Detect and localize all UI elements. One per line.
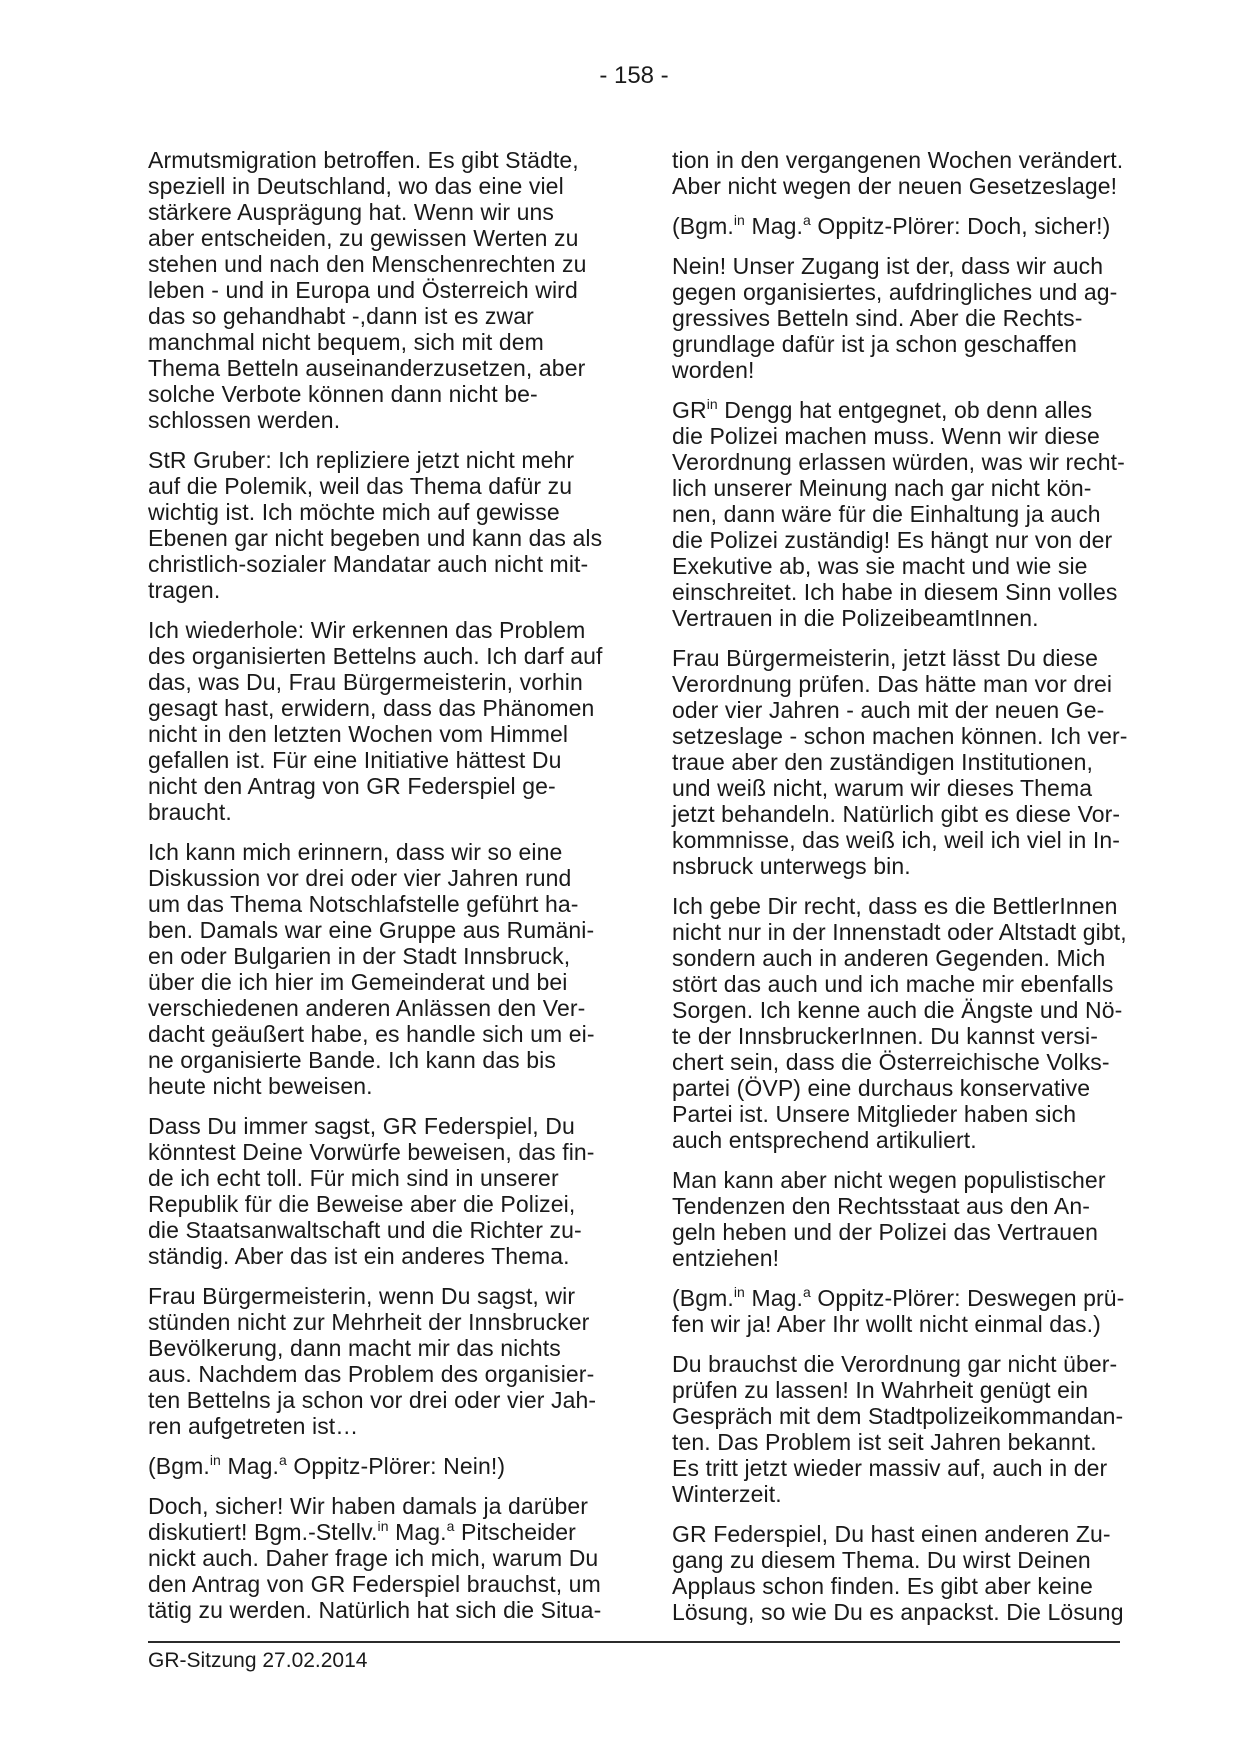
- text-columns: [148, 147, 1128, 1639]
- page-number: - 158 -: [599, 62, 669, 89]
- superscript: in: [377, 1518, 389, 1534]
- paragraph: Ich gebe Dir recht, dass es die BettlerInnen nicht nur in der Innenstadt oder Altstadt gibt, sondern auch in anderen Gegenden. Mich stört das auch und ich mache mir ebenfalls Sorgen. Ich kenne auch die Ängste und Nö- te der InnsbruckerInnen. Du kannst versi- chert sein, dass die Österreichische Volks- partei (ÖVP) eine durchaus konservative Partei ist. Unsere Mitglieder haben sich auch entsprechend artikuliert.: [672, 893, 1127, 1153]
- superscript: in: [706, 396, 718, 412]
- paragraph: Frau Bürgermeisterin, wenn Du sagst, wir stünden nicht zur Mehrheit der Innsbrucker Bevölkerung, dann macht mir das nichts aus. Nachdem das Problem des organisier- ten Bettelns ja schon vor drei oder vier Jah- ren aufgetreten ist…: [148, 1283, 597, 1439]
- superscript: a: [802, 212, 811, 228]
- superscript: a: [446, 1518, 455, 1534]
- page-footer: [148, 1641, 1120, 1673]
- paragraph: (Bgm.$^{in}$ Mag.$^a$ Oppitz-Plörer: Nein!): [148, 1452, 506, 1479]
- paragraph: (Bgm.$^{in}$ Mag.$^a$ Oppitz-Plörer: Deswegen prü- fen wir ja! Aber Ihr wollt nicht einmal das.): [672, 1284, 1125, 1337]
- paragraph: StR Gruber: Ich repliziere jetzt nicht mehr auf die Polemik, weil das Thema dafür zu wichtig ist. Ich möchte mich auf gewisse Ebenen gar nicht begeben und kann das als christlich-sozialer Mandatar auch nicht mit- tragen.: [148, 447, 603, 603]
- paragraph: Ich kann mich erinnern, dass wir so eine Diskussion vor drei oder vier Jahren rund um das Thema Notschlafstelle geführt ha- ben. Damals war eine Gruppe aus Rumäni- en oder Bulgarien in der Stadt Innsbruck, über die ich hier im Gemeinderat und bei verschiedenen anderen Anlässen den Ver- dacht geäußert habe, es handle sich um ei- ne organisierte Bande. Ich kann das bis heute nicht beweisen.: [148, 839, 595, 1099]
- paragraph: Man kann aber nicht wegen populistischer Tendenzen den Rechtsstaat aus den An- geln heben und der Polizei das Vertrauen entziehen!: [672, 1167, 1106, 1271]
- superscript: in: [733, 212, 745, 228]
- superscript: in: [733, 1284, 745, 1300]
- superscript: a: [802, 1284, 811, 1300]
- paragraph: Dass Du immer sagst, GR Federspiel, Du könntest Deine Vorwürfe beweisen, das fin- de ich echt toll. Für mich sind in unserer Republik für die Beweise aber die Polizei, die Staatsanwaltschaft und die Richter zu- ständig. Aber das ist ein anderes Thema.: [148, 1113, 595, 1269]
- paragraph: $GR^{in}$ Dengg hat entgegnet, ob denn alles die Polizei machen muss. Wenn wir diese Verordnung erlassen würden, was wir recht- lich unserer Meinung nach gar nicht kön- nen, dann wäre für die Einhaltung ja auch die Polizei zuständig! Es hängt nur von der Exekutive ab, was sie macht und wie sie einschreitet. Ich habe in diesem Sinn volles Vertrauen in die PolizeibeamtInnen.: [672, 396, 1125, 631]
- paragraph: Armutsmigration betroffen. Es gibt Städte, speziell in Deutschland, wo das eine viel stärkere Ausprägung hat. Wenn wir uns aber entscheiden, zu gewissen Werten zu stehen und nach den Menschenrechten zu leben - und in Europa und Österreich wird das so gehandhabt -,dann ist es zwar manchmal nicht bequem, sich mit dem Thema Betteln auseinanderzusetzen, aber solche Verbote können dann nicht be- schlossen werden.: [148, 147, 587, 433]
- footer-text: GR-Sitzung 27.02.2014: [148, 1649, 368, 1672]
- paragraph: tion in den vergangenen Wochen verändert. Aber nicht wegen der neuen Gesetzeslage!: [672, 147, 1124, 199]
- right-column: [672, 147, 1128, 1639]
- left-column: [148, 147, 603, 1639]
- paragraph: Du brauchst die Verordnung gar nicht über- prüfen zu lassen! In Wahrheit genügt ein Gespräch mit dem Stadtpolizeikommandan- ten. Das Problem ist seit Jahren bekannt. Es tritt jetzt wieder massiv auf, auch in der Winterzeit.: [672, 1351, 1124, 1507]
- paragraph: (Bgm.$^{in}$ Mag.$^a$ Oppitz-Plörer: Doch, sicher!): [672, 212, 1111, 239]
- paragraph: Frau Bürgermeisterin, jetzt lässt Du diese Verordnung prüfen. Das hätte man vor drei oder vier Jahren - auch mit der neuen Ge- setzeslage - schon machen können. Ich ver- traue aber den zuständigen Institutionen, und weiß nicht, warum wir dieses Thema jetzt behandeln. Natürlich gibt es diese Vor- kommnisse, das weiß ich, weil ich viel in In- nsbruck unterwegs bin.: [672, 645, 1128, 879]
- paragraph: Ich wiederhole: Wir erkennen das Problem des organisierten Bettelns auch. Ich darf auf das, was Du, Frau Bürgermeisterin, vorhin gesagt hast, erwidern, dass das Phänomen nicht in den letzten Wochen vom Himmel gefallen ist. Für eine Initiative hättest Du nicht den Antrag von GR Federspiel ge- braucht.: [148, 617, 603, 825]
- superscript: a: [278, 1452, 287, 1468]
- superscript: in: [209, 1452, 221, 1468]
- paragraph: Nein! Unser Zugang ist der, dass wir auch gegen organisiertes, aufdringliches und ag- gressives Betteln sind. Aber die Rechts- grundlage dafür ist ja schon geschaffen worden!: [672, 253, 1118, 383]
- paragraph: GR Federspiel, Du hast einen anderen Zu- gang zu diesem Thema. Du wirst Deinen Applaus schon finden. Es gibt aber keine Lösung, so wie Du es anpackst. Die Lösung: [672, 1521, 1124, 1625]
- paragraph: Doch, sicher! Wir haben damals ja darüber diskutiert! Bgm.-Stellv.$^{in}$ Mag.$^a$ Pitscheider nickt auch. Daher frage ich mich, warum Du den Antrag von GR Federspiel brauchst, um tätig zu werden. Natürlich hat sich die Situa-: [148, 1493, 602, 1623]
